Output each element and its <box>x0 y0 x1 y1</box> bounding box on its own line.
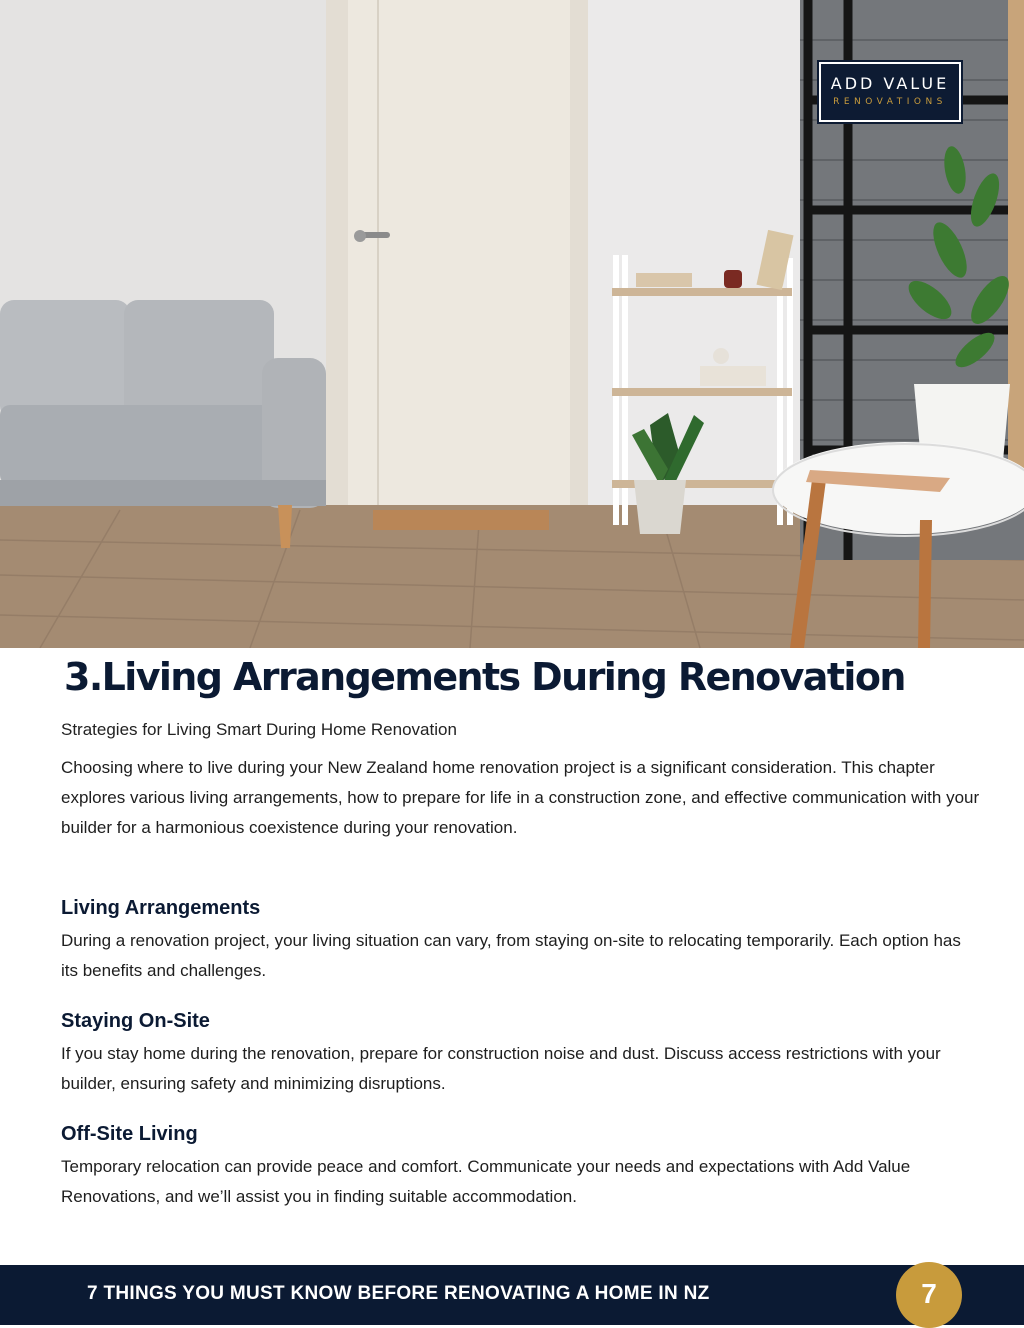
logo-line-2: RENOVATIONS <box>833 97 947 107</box>
section-body-living-arrangements: During a renovation project, your living situation can vary, from staying on-site to relocating temporarily. Each option has its benefits and challenges. <box>61 931 961 980</box>
page-footer <box>0 1265 1024 1325</box>
section-body-off-site-living: Temporary relocation can provide peace and comfort. Communicate your needs and expectations with Add Value Renovations, and we’ll assist you in finding suitable accommodation. <box>61 1157 911 1206</box>
footer-title: 7 THINGS YOU MUST KNOW BEFORE RENOVATING A HOME IN NZ <box>87 1283 710 1304</box>
section-heading-off-site-living: Off-Site Living <box>61 1123 198 1145</box>
page-number: 7 <box>921 1278 937 1309</box>
section-heading-living-arrangements: Living Arrangements <box>61 897 261 919</box>
page-number-badge <box>896 1265 962 1325</box>
company-logo <box>819 62 961 122</box>
intro-paragraph: Choosing where to live during your New Zealand home renovation project is a significant consideration. This chapter explores various living arrangements, how to prepare for life in a construction zone, and effective communication with your builder for a harmonious coexistence during your renovation. <box>61 758 980 837</box>
section-body-staying-on-site: If you stay home during the renovation, prepare for construction noise and dust. Discuss access restrictions with your builder, ensuring safety and minimizing disruptions. <box>61 1044 941 1093</box>
page-title: 3.Living Arrangements During Renovation <box>64 655 905 699</box>
logo-line-1: ADD VALUE <box>830 74 950 93</box>
section-heading-staying-on-site: Staying On-Site <box>61 1010 210 1032</box>
page-subtitle: Strategies for Living Smart During Home Renovation <box>61 720 457 739</box>
